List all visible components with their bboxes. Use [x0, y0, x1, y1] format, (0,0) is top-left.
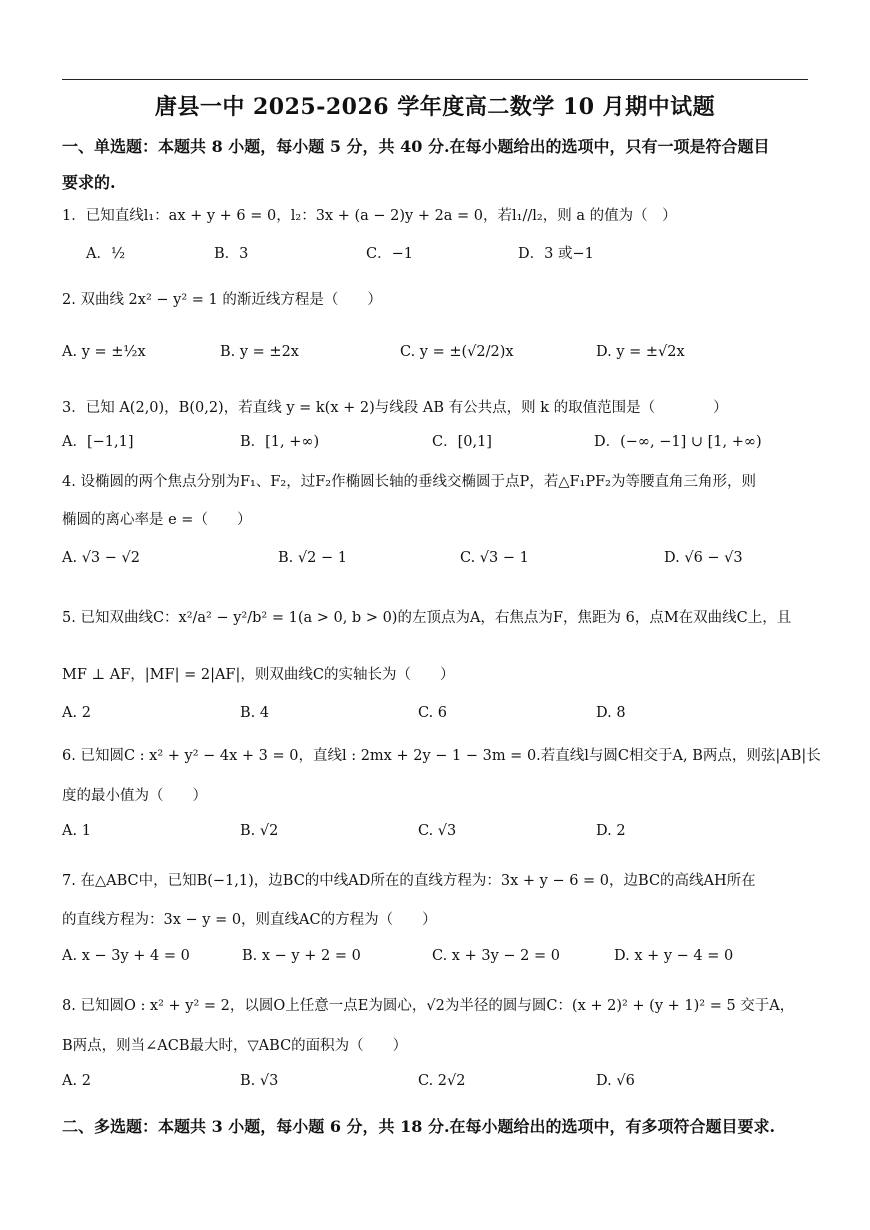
question-3-option-c[interactable]: C．[0,1] [432, 434, 492, 450]
question-6-option-b[interactable]: B. √2 [240, 823, 279, 839]
question-4-options [62, 550, 808, 574]
question-3-option-a[interactable]: A．[−1,1] [62, 434, 134, 450]
question-5-stem-line-1: 5. 已知双曲线C：x²/a² − y²/b² = 1(a > 0, b > 0)的左顶点为A，右焦点为F，焦距为 6，点M在双曲线C上，且 [62, 610, 792, 626]
question-7-option-c[interactable]: C. x + 3y − 2 = 0 [432, 948, 560, 964]
question-5-option-d[interactable]: D. 8 [596, 705, 626, 721]
question-4-option-a[interactable]: A. √3 − √2 [62, 550, 140, 566]
question-3-stem: 3．已知 A(2,0)，B(0,2)，若直线 y = k(x + 2)与线段 AB 有公共点，则 k 的取值范围是（ ） [62, 400, 728, 416]
question-7-stem-line-2: 的直线方程为：3x − y = 0，则直线AC的方程为（ ） [62, 912, 437, 928]
question-6-stem-line-1: 6. 已知圆C : x² + y² − 4x + 3 = 0，直线l : 2mx + 2y − 1 − 3m = 0.若直线l与圆C相交于A, B两点，则弦|AB|长 [62, 748, 821, 764]
question-4-option-d[interactable]: D. √6 − √3 [664, 550, 743, 566]
question-6-option-a[interactable]: A. 1 [62, 823, 91, 839]
question-7-option-b[interactable]: B. x − y + 2 = 0 [242, 948, 361, 964]
question-2-options [62, 344, 808, 368]
question-2-option-d[interactable]: D. y = ±√2x [596, 344, 685, 360]
question-7-option-a[interactable]: A. x − 3y + 4 = 0 [62, 948, 190, 964]
question-1-option-b[interactable]: B．3 [214, 246, 249, 262]
exam-title: 唐县一中 2025-2026 学年度高二数学 10 月期中试题 [154, 94, 716, 120]
question-8-stem-line-2: B两点，则当∠ACB最大时，▽ABC的面积为（ ） [62, 1038, 408, 1054]
question-5-stem-line-2: MF ⊥ AF，|MF| = 2|AF|，则双曲线C的实轴长为（ ） [62, 667, 455, 683]
question-4-stem-line-1: 4. 设椭圆的两个焦点分别为F₁、F₂，过F₂作椭圆长轴的垂线交椭圆于点P，若△F₁PF₂为等腰直角三角形，则 [62, 474, 756, 490]
question-6-options [62, 823, 808, 847]
section-1-header-line-1: 一、单选题：本题共 8 小题，每小题 5 分，共 40 分.在每小题给出的选项中，只有一项是符合题目 [62, 137, 770, 156]
question-8-option-c[interactable]: C. 2√2 [418, 1073, 466, 1089]
question-2-option-b[interactable]: B. y = ±2x [220, 344, 299, 360]
question-5-option-b[interactable]: B. 4 [240, 705, 270, 721]
question-7-stem-line-1: 7. 在△ABC中，已知B(−1,1)，边BC的中线AD所在的直线方程为：3x + y − 6 = 0，边BC的高线AH所在 [62, 873, 756, 889]
question-1-options [62, 242, 808, 266]
question-7-options [62, 948, 808, 972]
header-rule [62, 79, 808, 80]
question-5-option-c[interactable]: C. 6 [418, 705, 448, 721]
question-8-option-b[interactable]: B. √3 [240, 1073, 279, 1089]
question-4-stem-line-2: 椭圆的离心率是 e =（ ） [62, 512, 252, 528]
question-1-option-a[interactable]: A．½ [86, 246, 126, 262]
question-5-options [62, 705, 808, 729]
question-1-option-d[interactable]: D．3 或−1 [518, 246, 594, 262]
question-3-options [62, 430, 808, 454]
question-8-stem-line-1: 8. 已知圆O : x² + y² = 2，以圆O上任意一点E为圆心，√2为半径的圆与圆C：(x + 2)² + (y + 1)² = 5 交于A， [62, 998, 795, 1014]
question-6-option-c[interactable]: C. √3 [418, 823, 457, 839]
question-7-option-d[interactable]: D. x + y − 4 = 0 [614, 948, 734, 964]
question-8-options [62, 1073, 808, 1097]
question-3-option-b[interactable]: B．[1, +∞) [240, 434, 320, 450]
question-3-option-d[interactable]: D．(−∞, −1] ∪ [1, +∞) [594, 434, 762, 450]
section-1-header-line-2: 要求的. [62, 173, 116, 192]
question-1-option-c[interactable]: C．−1 [366, 246, 413, 262]
section-2-header: 二、多选题：本题共 3 小题，每小题 6 分，共 18 分.在每小题给出的选项中，有多项符合题目要求. [62, 1117, 776, 1136]
question-6-option-d[interactable]: D. 2 [596, 823, 626, 839]
question-8-option-a[interactable]: A. 2 [62, 1073, 91, 1089]
question-1-stem: 1．已知直线l₁：ax + y + 6 = 0，l₂：3x + (a − 2)y + 2a = 0，若l₁//l₂，则 a 的值为（ ） [62, 208, 677, 224]
question-6-stem-line-2: 度的最小值为（ ） [62, 788, 207, 804]
question-4-option-c[interactable]: C. √3 − 1 [460, 550, 529, 566]
question-2-stem: 2. 双曲线 2x² − y² = 1 的渐近线方程是（ ） [62, 292, 382, 308]
question-8-option-d[interactable]: D. √6 [596, 1073, 635, 1089]
question-5-option-a[interactable]: A. 2 [62, 705, 91, 721]
question-2-option-a[interactable]: A. y = ±½x [62, 344, 146, 360]
question-4-option-b[interactable]: B. √2 − 1 [278, 550, 347, 566]
question-2-option-c[interactable]: C. y = ±(√2/2)x [400, 344, 514, 360]
